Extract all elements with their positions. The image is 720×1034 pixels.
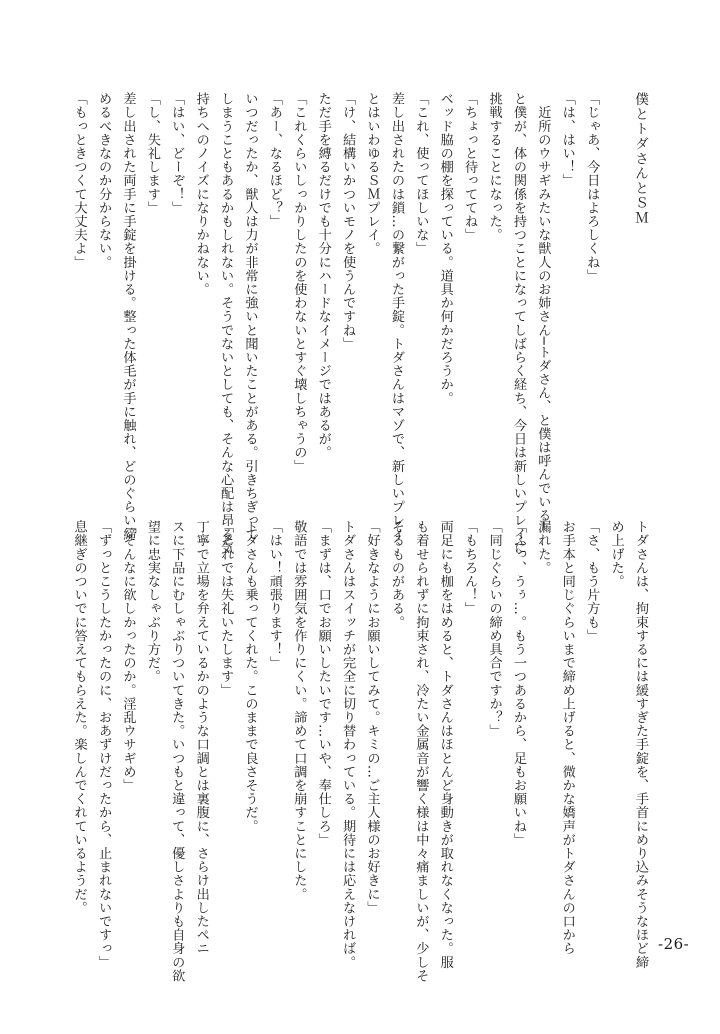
text-line: 両足にも枷をはめると、トダさんはほとんど身動きが取れなくなった。服 <box>437 520 453 969</box>
text-line: とはいわゆるＳＭプレイ。 <box>364 92 380 256</box>
text-line: 差し出されたのは鎖…の繋がった手錠。トダさんはマゾで、新しいプレイ <box>388 92 404 541</box>
text-line: 「じゃあ、今日はよろしくね」 <box>584 92 600 283</box>
text-line: め上げた。 <box>608 520 624 588</box>
text-line: トダさんは、拘束するには緩すぎた手錠を、手首にめり込みそうなほど締 <box>633 520 648 969</box>
text-line: いつだったか、獣人は力が非常に強いと聞いたことがある。引きちぎって <box>242 92 258 541</box>
text-line: 「それでは失礼いたします」 <box>218 520 234 697</box>
text-line: そるものがある。 <box>388 520 404 629</box>
text-line: 「もちろん！」 <box>462 520 478 616</box>
text-line: と僕が、体の関係を持つことになってしばらく経ち、今日は新しいプレイに <box>510 92 526 555</box>
text-line: 「そんなに欲しかったのか。淫乱ウサギめ」 <box>120 520 136 792</box>
text-line: トダさんも乗ってくれた。このままで良さそうだ。 <box>242 520 258 833</box>
text-line: 漏れた。 <box>535 520 551 575</box>
text-line: ただ手を縛るだけでも十分にハードなイメージではあるが。 <box>315 92 331 460</box>
text-line: 「同じぐらいの締め具合ですか？」 <box>486 520 502 738</box>
text-line: 「し、失礼します」 <box>144 92 160 215</box>
text-line: トダさんはスイッチが完全に切り替わっている。期待には応えなければ。 <box>340 520 356 969</box>
text-line: 息継ぎのついでに答えてもらえた。楽しんでくれているようだ。 <box>71 520 87 915</box>
text-line: 「まずは、口でお願いしたいです…いや、奉仕しろ」 <box>315 520 331 847</box>
text-line: 「は、はい！」 <box>559 92 575 188</box>
text-line: めるべきなのか分からない。 <box>96 92 112 269</box>
text-line <box>603 92 627 512</box>
text-line: 丁寧で立場を弁えているかのような口調とは裏腹に、さらけ出したペニ <box>193 520 209 956</box>
text-line: 「もっときつくて大丈夫よ」 <box>71 92 87 269</box>
text-line: 「はい！頑張ります！」 <box>266 520 282 670</box>
text-line: 「さ、もう片方も」 <box>584 520 600 643</box>
text-line: 望に忠実なしゃぶり方だ。 <box>144 520 160 684</box>
page-number: -26- <box>658 935 690 953</box>
text-line: 差し出された両手に手錠を掛ける。整った体毛が手に触れ、どのぐらい締 <box>120 92 136 541</box>
text-line: 「ふっ、うぅ…。もう一つあるから、足もお願いね」 <box>510 520 526 847</box>
text-line: 「ちょっと待っててね」 <box>462 92 478 242</box>
text-line: 挑戦することになった。 <box>486 92 502 242</box>
text-line: ベッド脇の棚を探っている。道具か何かだろうか。 <box>437 92 453 405</box>
text-line: 「ずっとこうしたかったのに、おあずけだったから、止まれないですっ」 <box>96 520 112 969</box>
text-line: 「け、結構いかついモノを使うんですね」 <box>340 92 356 351</box>
text-line: 「はい、どーぞ！」 <box>169 92 185 215</box>
text-line: 近所のウサギみたいな獣人のお姉さん─トダさん、と僕は呼んでいる─ <box>535 92 551 531</box>
text-line: しまうこともあるかもしれない。そうでないとしても、そんな心配は昂る気 <box>218 92 234 555</box>
text-line: 持ちへのノイズになりかねない。 <box>193 92 209 296</box>
text-line: 「好きなようにお願いしてみて。キミの…ご主人様のお好きに」 <box>364 520 380 915</box>
text-line: 「これくらいしっかりしたのを使わないとすぐ壊しちゃうの」 <box>291 92 307 473</box>
text-line: 「これ、使ってほしいな」 <box>413 92 429 256</box>
text-line: お手本と同じぐらいまで締め上げると、微かな嬌声がトダさんの口から <box>559 520 575 956</box>
story-title: 僕とトダさんとＳＭ <box>632 92 648 226</box>
text-line: 敬語では雰囲気を作りにくい。諦めて口調を崩すことにした。 <box>291 520 307 901</box>
text-line: スに下品にむしゃぶりついてきた。いつもと違って、優しさよりも自身の欲 <box>169 520 185 983</box>
text-line: も着せられずに拘束され、冷たい金属音が響く様は中々痛ましいが、少しそ <box>413 520 429 983</box>
text-block-bottom <box>66 520 652 983</box>
text-line: 「あー、なるほど？」 <box>266 92 282 228</box>
